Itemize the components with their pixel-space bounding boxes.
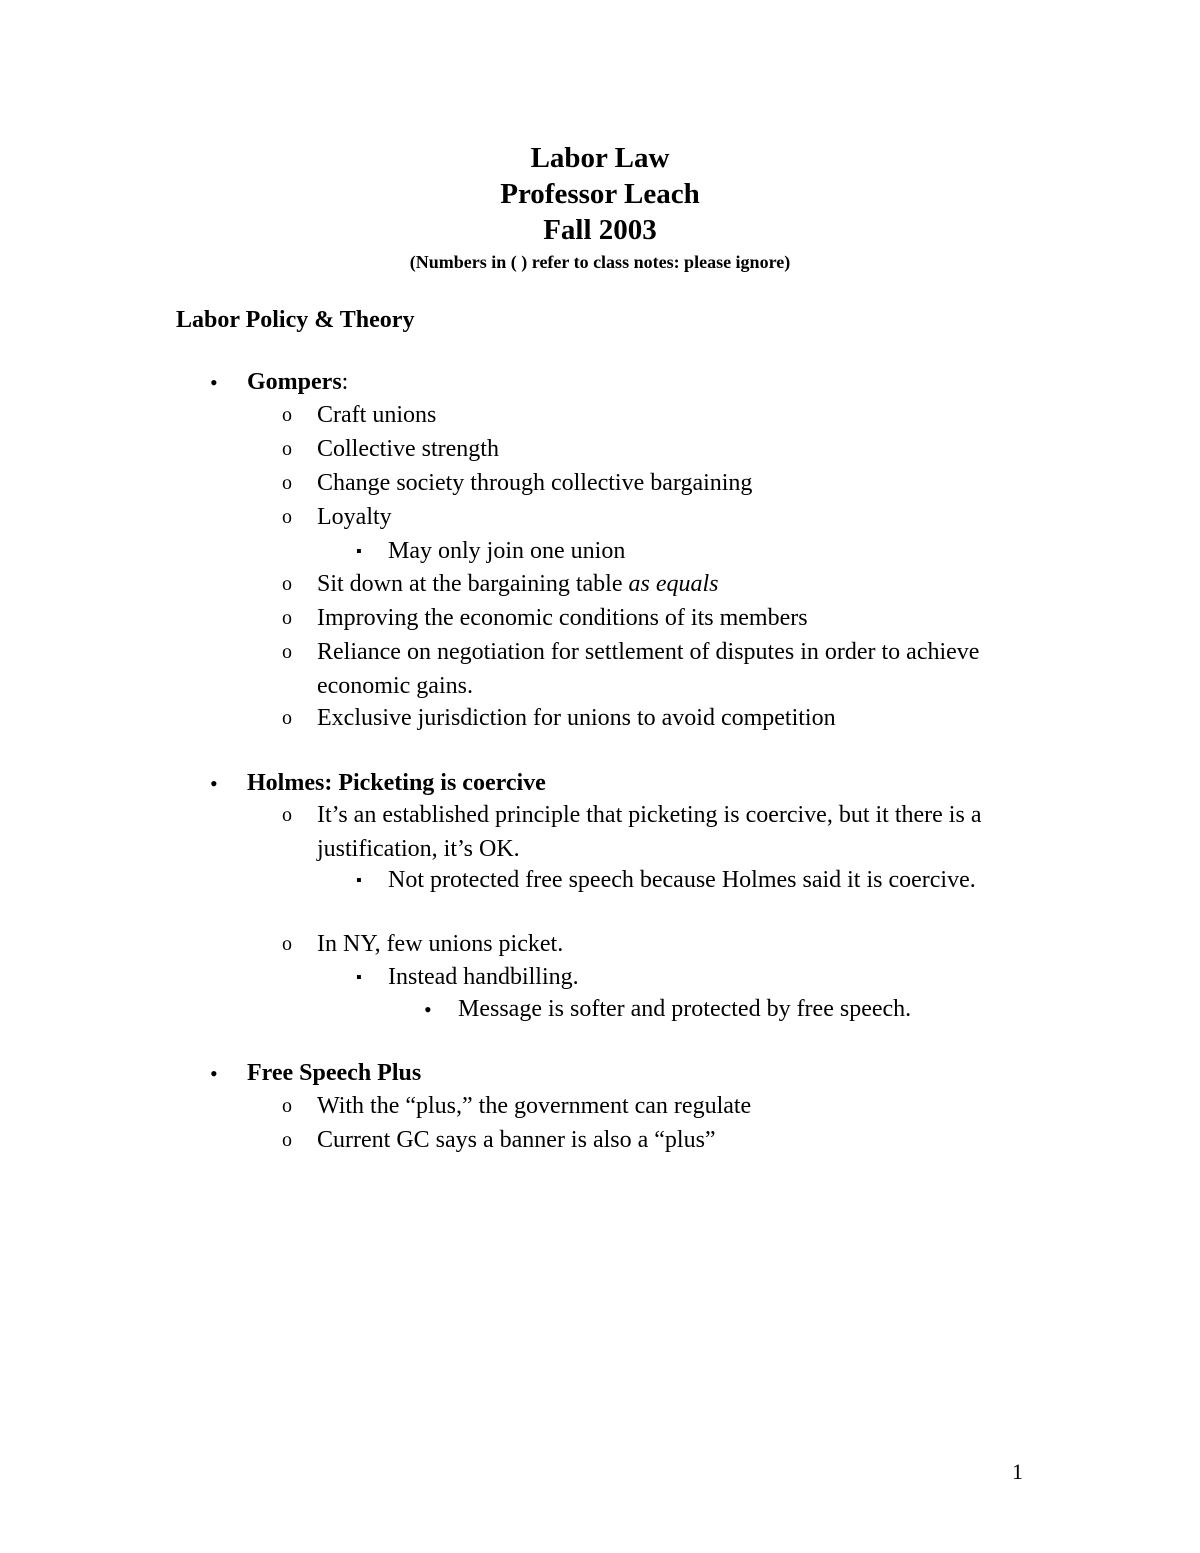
list-item-text: Sit down at the bargaining table	[317, 571, 629, 597]
list-item-text: With the “plus,” the government can regulate	[317, 1093, 752, 1119]
list-item-text: Collective strength	[317, 436, 499, 462]
list-item	[0, 993, 1200, 1057]
list-item	[0, 399, 1200, 433]
bullet-icon: •	[210, 370, 218, 395]
list-item-text: Instead handbilling.	[388, 964, 579, 990]
square-bullet-icon: ▪	[356, 543, 362, 560]
page-number: 1	[1012, 1459, 1023, 1484]
list-item	[0, 864, 1200, 928]
list-item-text: Message is softer and protected by free speech.	[458, 996, 912, 1022]
list-item	[0, 799, 1200, 864]
circle-bullet-icon: o	[282, 438, 292, 460]
circle-bullet-icon: o	[282, 707, 292, 729]
circle-bullet-icon: o	[282, 472, 292, 494]
circle-bullet-icon: o	[282, 641, 292, 663]
circle-bullet-icon: o	[282, 1095, 292, 1117]
list-item	[0, 702, 1200, 767]
square-bullet-icon: ▪	[356, 872, 362, 889]
bullet-suffix: :	[341, 369, 349, 395]
list-item-text: Not protected free speech because Holmes said it is coercive.	[388, 867, 976, 893]
list-item-text: Craft unions	[317, 402, 437, 428]
professor-name: Professor Leach	[500, 178, 700, 210]
list-item-text: May only join one union	[388, 538, 626, 564]
list-item-text: Loyalty	[317, 504, 392, 530]
list-item-emphasis: as equals	[628, 571, 719, 597]
document-header	[0, 140, 1200, 276]
circle-bullet-icon: o	[282, 607, 292, 629]
list-item-text: Exclusive jurisdiction for unions to avoid competition	[317, 705, 836, 731]
list-item	[0, 535, 1200, 568]
bullet-icon: •	[210, 771, 218, 796]
bullet-gompers	[0, 366, 1200, 399]
bullet-free-speech-plus	[0, 1057, 1200, 1090]
header-note: (Numbers in ( ) refer to class notes: please ignore)	[409, 252, 791, 272]
list-item-text: Change society through collective bargaining	[317, 470, 753, 496]
list-item	[0, 467, 1200, 501]
bullet-label: Holmes: Picketing is coercive	[247, 770, 546, 796]
circle-bullet-icon: o	[282, 573, 292, 595]
outline	[0, 366, 1200, 1158]
list-item	[0, 433, 1200, 467]
circle-bullet-icon: o	[282, 404, 292, 426]
list-item	[0, 501, 1200, 535]
list-item	[0, 568, 1200, 602]
list-item-text: Improving the economic conditions of its members	[317, 605, 808, 631]
course-title: Labor Law	[530, 142, 670, 174]
list-item-text: Reliance on negotiation for settlement of disputes in order to achieve economic gains.	[317, 639, 980, 699]
bullet-label: Free Speech Plus	[247, 1060, 422, 1086]
bullet-icon: •	[424, 997, 432, 1022]
section-title: Labor Policy & Theory	[176, 307, 415, 333]
list-item	[0, 928, 1200, 961]
circle-bullet-icon: o	[282, 506, 292, 528]
circle-bullet-icon: o	[282, 1129, 292, 1151]
circle-bullet-icon: o	[282, 933, 292, 955]
circle-bullet-icon: o	[282, 804, 292, 826]
list-item-text: Current GC says a banner is also a “plus”	[317, 1127, 716, 1153]
term: Fall 2003	[543, 214, 657, 246]
list-item	[0, 602, 1200, 636]
square-bullet-icon: ▪	[356, 969, 362, 986]
list-item	[0, 1124, 1200, 1158]
bullet-label: Gompers	[247, 369, 342, 395]
bullet-icon: •	[210, 1061, 218, 1086]
list-item	[0, 1090, 1200, 1124]
bullet-holmes	[0, 767, 1200, 799]
list-item-text: In NY, few unions picket.	[317, 931, 564, 957]
list-item-text: It’s an established principle that picketing is coercive, but it there is a justification, it’s OK.	[317, 802, 982, 862]
list-item	[0, 961, 1200, 993]
list-item	[0, 636, 1200, 702]
